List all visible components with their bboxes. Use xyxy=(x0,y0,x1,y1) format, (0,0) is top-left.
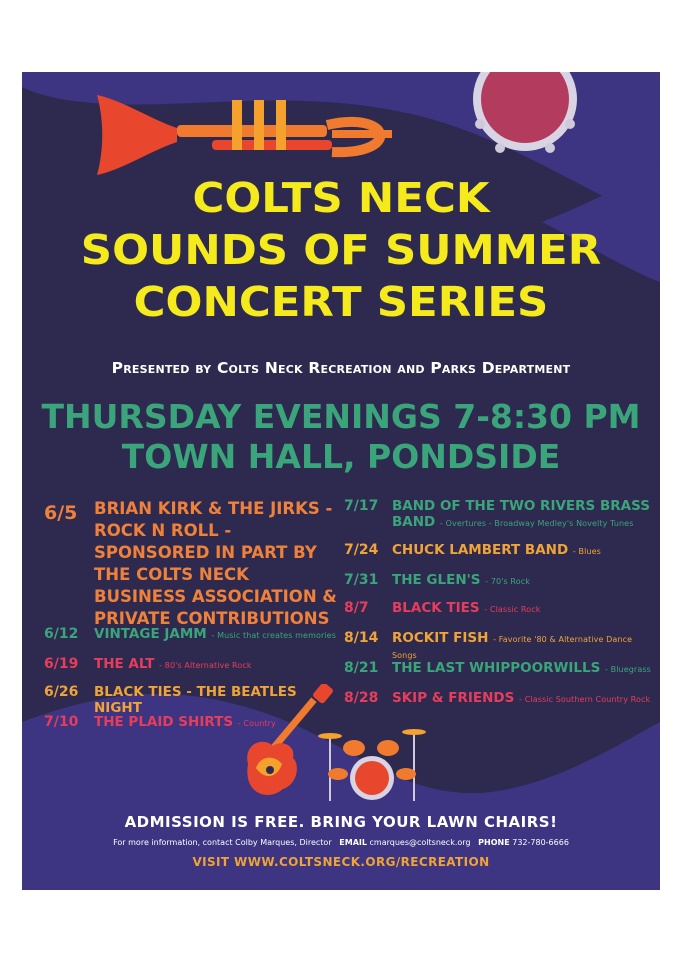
band-name: VINTAGE JAMM xyxy=(94,626,207,642)
contact-info xyxy=(22,838,660,847)
schedule-date: 6/12 xyxy=(44,626,79,642)
band-description: - Blues xyxy=(572,547,601,556)
featured-date: 6/5 xyxy=(44,502,78,524)
admission-note: ADMISSION IS FREE. BRING YOUR LAWN CHAIRS! xyxy=(124,813,558,831)
band-name: THE GLEN'S xyxy=(392,572,481,588)
band-description: - 80's Alternative Rock xyxy=(159,661,252,670)
title-line-2: SOUNDS OF SUMMER xyxy=(80,226,602,274)
schedule-entry xyxy=(392,572,654,588)
band-description: - Music that creates memories xyxy=(211,631,336,640)
email-address[interactable]: cmarques@coltsneck.org xyxy=(369,838,471,847)
band-description: - Country xyxy=(237,719,276,728)
band-description: - Classic Rock xyxy=(484,605,541,614)
schedule-date: 6/19 xyxy=(44,656,79,672)
band-description: - Overtures - Broadway Medley's Novelty Tunes xyxy=(439,519,634,528)
schedule-date: 8/14 xyxy=(344,630,379,646)
schedule-date: 6/26 xyxy=(44,684,79,700)
tambourine-icon xyxy=(460,72,590,164)
band-name: THE LAST WHIPPOORWILLS xyxy=(392,660,601,676)
schedule-entry xyxy=(392,630,654,662)
band-name: BAND OF THE TWO RIVERS BRASS BAND xyxy=(392,498,650,530)
band-name: THE PLAID SHIRTS xyxy=(94,714,234,730)
band-description: - Favorite '80 & Alternative Dance Songs xyxy=(392,635,633,660)
schedule-date: 7/17 xyxy=(344,498,379,514)
schedule-date: 7/10 xyxy=(44,714,79,730)
presented-by: Presented by Colts Neck Recreation and Parks Department xyxy=(111,359,571,377)
band-name: CHUCK LAMBERT BAND xyxy=(392,542,569,558)
schedule-entry xyxy=(94,626,344,642)
when-time: THURSDAY EVENINGS 7-8:30 PM xyxy=(41,397,641,436)
schedule-entry xyxy=(392,542,654,558)
band-name: THE ALT xyxy=(94,656,155,672)
phone-label: PHONE xyxy=(478,838,510,847)
band-name: ROCKIT FISH xyxy=(392,630,489,646)
when-place: TOWN HALL, PONDSIDE xyxy=(121,437,561,476)
visit-website-link[interactable]: VISIT WWW.COLTSNECK.ORG/RECREATION xyxy=(192,855,490,869)
schedule-date: 8/28 xyxy=(344,690,379,706)
featured-band: BRIAN KIRK & THE JIRKS - ROCK N ROLL - SPONSORED IN PART BY THE COLTS NECK BUSINESS ASSOCIATION & PRIVATE CONTRIBUTIONS xyxy=(94,499,337,628)
concert-poster xyxy=(22,72,660,890)
band-name: BLACK TIES - THE BEATLES NIGHT xyxy=(94,684,297,716)
email-label: EMAIL xyxy=(339,838,367,847)
drum-kit-icon xyxy=(318,726,428,806)
schedule-date: 7/31 xyxy=(344,572,379,588)
title-line-1: COLTS NECK xyxy=(192,174,490,222)
schedule-date: 8/21 xyxy=(344,660,379,676)
phone-number: 732-780-6666 xyxy=(512,838,569,847)
band-name: BLACK TIES xyxy=(392,600,480,616)
schedule-entry xyxy=(392,690,654,706)
schedule-entry xyxy=(392,660,654,676)
schedule-entry xyxy=(94,656,344,672)
band-description: - Classic Southern Country Rock xyxy=(519,695,651,704)
band-description: - Bluegrass xyxy=(605,665,651,674)
contact-text: For more information, contact Colby Marques, Director xyxy=(113,838,332,847)
schedule-date: 7/24 xyxy=(344,542,379,558)
schedule-entry xyxy=(392,498,654,530)
schedule-entry xyxy=(392,600,654,616)
trumpet-icon xyxy=(92,80,412,180)
band-name: SKIP & FRIENDS xyxy=(392,690,515,706)
schedule-date: 8/7 xyxy=(344,600,369,616)
title-line-3: CONCERT SERIES xyxy=(133,278,549,326)
band-description: - 70's Rock xyxy=(485,577,530,586)
